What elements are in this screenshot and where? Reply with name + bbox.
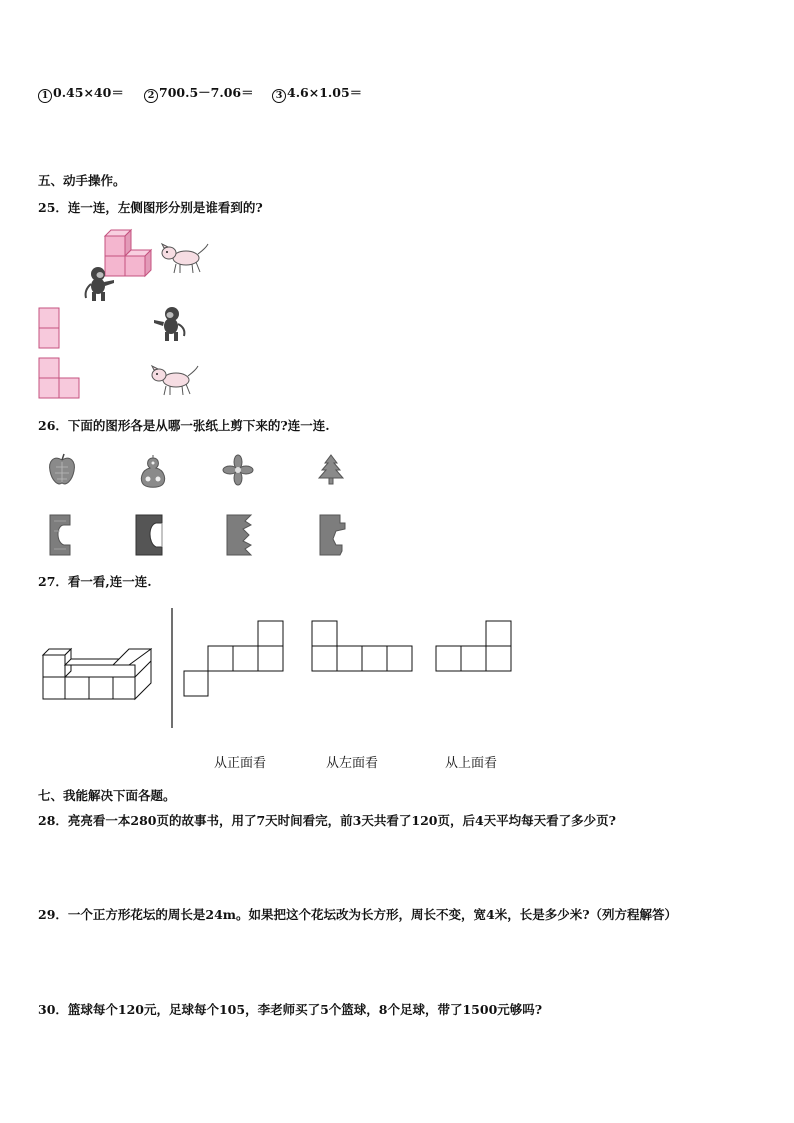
question-25: 25．连一连，左侧图形分别是谁看到的? [38,200,263,215]
calc-item-1 [38,83,124,103]
view-label-left: 从左面看 [326,756,379,771]
view-option-b [311,620,415,674]
cut-paper-apple-icon [48,513,80,557]
calc-expression: 0.45×40＝ [53,85,124,100]
view-label-top: 从上面看 [445,756,498,771]
cube-arrangement-figure [40,645,158,701]
dog-icon [160,242,210,274]
dog-icon [150,364,200,396]
question-27: 27．看一看,连一连. [38,574,152,589]
circled-number: 1 [38,89,52,103]
section-title-7: 七、我能解决下面各题。 [38,788,176,803]
cut-paper-tree-icon [318,513,348,557]
apple-shape-icon [48,453,76,487]
calc-expression: 4.6×1.05＝ [287,85,363,100]
shape-l-three-squares [38,357,84,401]
gourd-shape-icon [138,453,168,489]
view-option-a [183,620,285,698]
question-29: 29．一个正方形花坛的周长是24m。如果把这个花坛改为长方形，周长不变，宽4米，长是多少米?（列方程解答） [38,907,678,922]
monkey-icon [82,266,116,302]
cut-paper-flower-icon [225,513,255,557]
calc-expression: 700.5－7.06＝ [159,85,254,100]
shape-vertical-two-squares [38,307,62,349]
divider-line [170,608,174,730]
cut-paper-gourd-icon [134,513,166,557]
question-30: 30．篮球每个120元，足球每个105，李老师买了5个篮球，8个足球，带了1500元够吗? [38,1002,543,1017]
calc-item-3 [272,83,362,103]
circled-number: 2 [144,89,158,103]
tree-shape-icon [315,454,347,486]
calc-item-2 [144,83,254,103]
circled-number: 3 [272,89,286,103]
flower-shape-icon [222,454,254,486]
question-26: 26．下面的图形各是从哪一张纸上剪下来的?连一连. [38,418,330,433]
monkey-icon [152,306,190,342]
section-title-5: 五、动手操作。 [38,173,126,188]
view-label-front: 从正面看 [214,756,267,771]
view-option-c [435,620,515,674]
question-28: 28．亮亮看一本280页的故事书，用了7天时间看完，前3天共看了120页，后4天平均每天看了多少页? [38,813,616,828]
